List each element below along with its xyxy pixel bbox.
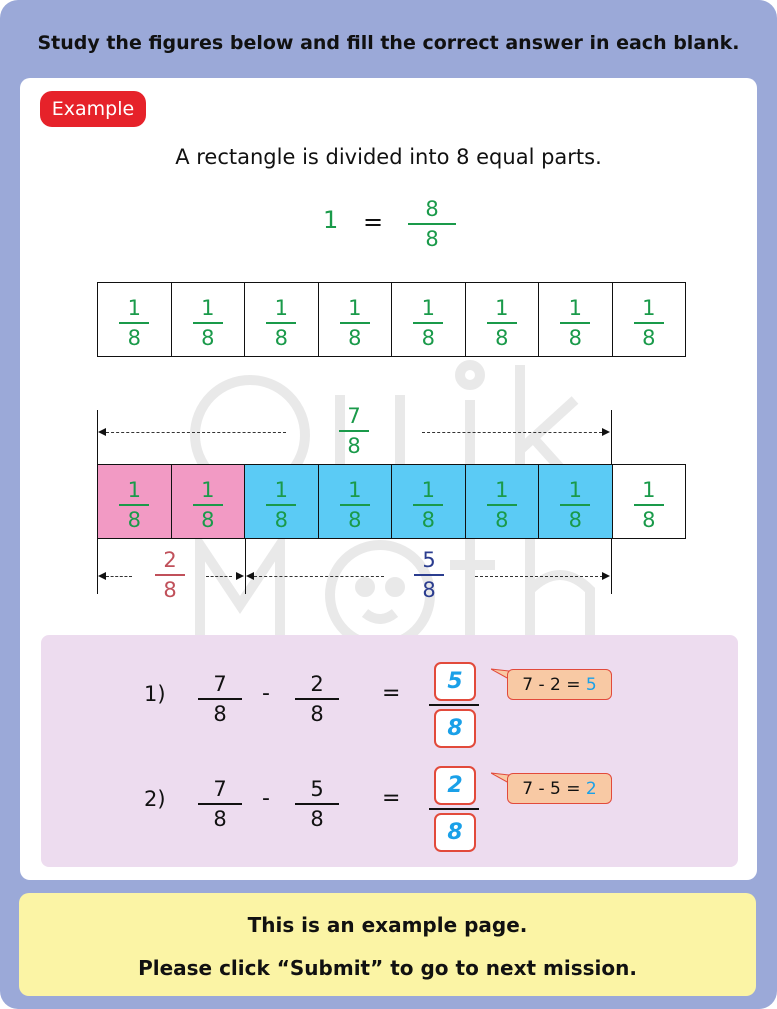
fraction-denominator: 8 [347,434,361,458]
fraction-denominator: 8 [127,326,141,350]
arrow-left-icon [98,428,106,436]
subtrahend-fraction [297,777,337,831]
fraction-denominator: 8 [425,227,439,251]
fraction-numerator: 1 [348,296,362,320]
fraction-bar [119,322,149,324]
strip-cell-blue [539,465,613,538]
footer-message: This is an example page. [247,913,528,937]
dimension-line [254,576,384,577]
eighths-strip [97,282,686,357]
answer-denominator-box[interactable]: 8 [434,709,476,748]
answer-numerator-box[interactable]: 5 [434,662,476,701]
fraction-denominator: 8 [348,326,362,350]
fraction-bar [429,704,479,706]
fraction-bar [155,574,185,576]
arrow-right-icon [602,428,610,436]
strip-cell [613,465,686,538]
strip-cell [245,283,319,356]
strip-cell [172,283,246,356]
answer-denominator-box[interactable]: 8 [434,813,476,852]
fraction-numerator: 8 [425,197,439,221]
fraction-denominator: 8 [642,326,656,350]
fraction-bar [295,698,339,700]
fraction-bar [266,322,296,324]
fraction-numerator: 1 [495,478,509,502]
hint-result: 5 [585,675,597,695]
fraction-numerator: 1 [495,296,509,320]
fraction-bar [198,698,242,700]
hint-expression: 7 - 2 = [522,675,586,695]
statement-text: A rectangle is divided into 8 equal parts. [175,145,602,169]
arrow-left-icon [246,572,254,580]
dimension-line [206,576,232,577]
fraction-denominator: 8 [495,508,509,532]
fraction-bar [340,504,370,506]
fraction-numerator: 7 [347,404,361,428]
equals-sign: = [382,681,401,706]
strip-cell-blue [245,465,319,538]
question-number: 1) [144,682,166,706]
arrow-right-icon [602,572,610,580]
fraction-numerator: 1 [421,478,435,502]
fraction-denominator: 8 [310,702,324,726]
dimension-tick [97,539,98,594]
fraction-denominator: 8 [642,508,656,532]
strip-cell-blue [392,465,466,538]
fraction-bar [340,322,370,324]
fraction-numerator: 1 [421,296,435,320]
dimension-line [106,432,286,433]
fraction-denominator: 8 [310,807,324,831]
hint-result: 2 [585,779,597,799]
fraction-denominator: 8 [201,508,215,532]
fraction-numerator: 1 [348,478,362,502]
fraction-denominator: 8 [213,807,227,831]
footer-message-panel [19,893,756,996]
fraction-numerator: 2 [163,548,177,572]
shaded-strip [97,464,686,539]
hint-callout [507,773,612,804]
strip-cell [392,283,466,356]
fraction-denominator: 8 [163,578,177,602]
fraction-denominator: 8 [274,508,288,532]
fraction-denominator: 8 [568,508,582,532]
strip-cell [98,283,172,356]
example-badge: Example [40,91,146,127]
fraction-denominator: 8 [348,508,362,532]
question-number: 2) [144,787,166,811]
fraction-bar [487,322,517,324]
whole-fraction [412,197,452,251]
fraction-numerator: 5 [422,548,436,572]
fraction-numerator: 1 [274,478,288,502]
fraction-bar [413,504,443,506]
fraction-bar [634,322,664,324]
fraction-numerator: 1 [568,478,582,502]
fraction-numerator: 1 [642,296,656,320]
fraction-bar [193,504,223,506]
minus-sign: - [262,786,270,811]
strip-cell [539,283,613,356]
dimension-line [475,576,603,577]
strip-cell-pink [98,465,172,538]
fraction-denominator: 8 [422,578,436,602]
fraction-bar [198,803,242,805]
fraction-bar [295,803,339,805]
strip-cell [613,283,686,356]
fraction-numerator: 5 [310,777,324,801]
dimension-tick [97,410,98,465]
subtrahend-fraction [297,672,337,726]
fraction-bar [429,808,479,810]
practice-area [41,635,738,867]
fraction-bar [414,574,444,576]
fraction-bar [634,504,664,506]
fraction-numerator: 1 [568,296,582,320]
fraction-denominator: 8 [213,702,227,726]
fraction-bar [408,223,456,225]
equals-sign: = [382,786,401,811]
answer-numerator-box[interactable]: 2 [434,766,476,805]
strip-cell [466,283,540,356]
pink-label-fraction [150,548,190,602]
equals-sign: = [363,208,384,236]
strip-cell [319,283,393,356]
strip-cell-blue [466,465,540,538]
fraction-denominator: 8 [568,326,582,350]
fraction-numerator: 1 [274,296,288,320]
fraction-denominator: 8 [421,508,435,532]
blue-label-fraction [409,548,449,602]
minuend-fraction [200,777,240,831]
fraction-denominator: 8 [127,508,141,532]
fraction-numerator: 1 [127,478,141,502]
fraction-numerator: 1 [201,478,215,502]
fraction-numerator: 1 [642,478,656,502]
minuend-fraction [200,672,240,726]
minus-sign: - [262,681,270,706]
fraction-numerator: 7 [213,777,227,801]
fraction-bar [119,504,149,506]
strip-cell-blue [319,465,393,538]
fraction-denominator: 8 [421,326,435,350]
fraction-bar [560,322,590,324]
fraction-bar [560,504,590,506]
fraction-numerator: 2 [310,672,324,696]
dimension-tick [611,410,612,465]
fraction-bar [266,504,296,506]
strip-cell-pink [172,465,246,538]
dimension-line [422,432,602,433]
fraction-numerator: 7 [213,672,227,696]
fraction-denominator: 8 [201,326,215,350]
fraction-denominator: 8 [495,326,509,350]
arrow-right-icon [236,572,244,580]
dimension-line [106,576,132,577]
fraction-bar [487,504,517,506]
fraction-numerator: 1 [127,296,141,320]
dimension-tick [611,539,612,594]
arrow-left-icon [98,572,106,580]
hint-expression: 7 - 5 = [522,779,586,799]
fraction-bar [193,322,223,324]
fraction-numerator: 1 [201,296,215,320]
fraction-bar [413,322,443,324]
footer-instruction: Please click “Submit” to go to next mission. [138,956,637,980]
total-label-fraction [334,404,374,458]
dimension-tick [245,539,246,594]
fraction-bar [339,430,369,432]
hint-callout [507,669,612,700]
instruction-text: Study the figures below and fill the correct answer in each blank. [37,32,740,54]
fraction-denominator: 8 [274,326,288,350]
whole-number: 1 [323,206,339,234]
